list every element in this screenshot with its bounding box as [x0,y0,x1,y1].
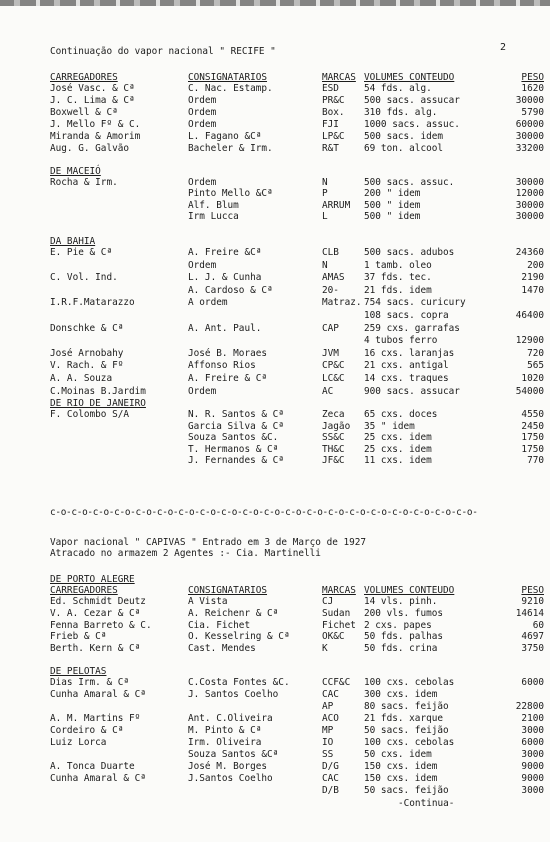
cell-consignatario: Ordem [188,95,217,106]
cell-peso: 1750 [521,443,544,455]
cell-consignatario: Ordem [188,119,217,130]
cell-volumes-conteudo: 150 cxs. idem [364,761,438,772]
cell-volumes-conteudo: 25 cxs. idem [364,432,432,443]
cell-marca: ARRUM [322,199,351,211]
cell-consignatario: O. Kesselring & Cª [188,631,290,643]
cell-volumes-conteudo: 21 fds. idem [364,284,432,296]
cell-volumes-conteudo: 14 vls. pinh. [364,596,438,607]
cell-volumes-conteudo: 1 tamb. oleo [364,259,432,271]
table-row [0,177,550,188]
cell-consignatario: L. J. & Cunha [188,272,262,284]
cell-peso: 6000 [521,737,544,748]
cell-peso: 3000 [521,785,544,796]
cell-volumes-conteudo: 900 sacs. assucar [364,385,460,397]
cell-consignatario: J. Fernandes & Cª [188,455,284,466]
cell-peso: 2190 [521,272,544,284]
cell-marca: N [322,259,328,271]
header-volumes-conteudo: VOLUMES CONTEUDO [364,585,455,596]
cell-carregador: Donschke & Cª [50,322,124,334]
cell-volumes-conteudo: 16 cxs. laranjas [364,347,455,359]
table-row [0,188,550,199]
cell-volumes-conteudo: 100 cxs. cebolas [364,737,455,748]
cell-consignatario: A ordem [188,297,228,309]
table-row [0,701,550,712]
table-row [0,761,550,772]
table-row [0,200,550,211]
cell-peso: 3000 [521,725,544,736]
cell-marca: CAP [322,322,339,334]
cell-peso: 30000 [515,131,544,142]
table-row [0,596,550,607]
cell-marca: Fichet [322,619,356,631]
cell-consignatario: J.Santos Coelho [188,773,273,784]
table-row [0,773,550,784]
table-row [0,131,550,142]
cell-carregador: Berth. Kern & Cª [50,643,141,655]
table-row [0,631,550,642]
table-row [0,725,550,736]
cell-carregador: C. Vol. Ind. [50,272,118,284]
table-row [0,83,550,94]
continua-note: -Continua- [398,798,455,809]
table-row [0,360,550,371]
cell-peso: 12900 [515,335,544,347]
cell-marca: CAC [322,773,339,784]
cell-peso: 3750 [521,643,544,655]
cell-consignatario: A. Ant. Paul. [188,322,262,334]
cell-carregador: A. A. Souza [50,373,113,384]
table-row [0,297,550,308]
cell-consignatario: Ordem [188,259,217,271]
cell-carregador: A. Tonca Duarte [50,761,135,772]
table-row [0,421,550,432]
cell-carregador: I.R.F.Matarazzo [50,297,135,309]
cell-peso: 1750 [521,432,544,443]
cell-volumes-conteudo: 500 " idem [364,210,421,222]
cell-carregador: Cunha Amaral & Cª [50,689,146,700]
cell-peso: 770 [527,455,544,466]
cell-peso: 9000 [521,761,544,772]
cell-peso: 4697 [521,631,544,643]
cell-carregador: Cordeiro & Cª [50,725,124,736]
cell-carregador: E. Pie & Cª [50,247,113,258]
cell-volumes-conteudo: 200 " idem [364,188,421,200]
cell-volumes-conteudo: 108 sacs. copra [364,310,449,321]
cell-marca: TH&C [322,443,345,455]
cell-volumes-conteudo: 500 " idem [364,199,421,211]
page-number: 2 [500,42,507,53]
section-bahia: DA BAHIA [50,236,96,247]
cell-volumes-conteudo: 200 vls. fumos [364,607,444,619]
cell-volumes-conteudo: 310 fds. alg. [364,107,438,118]
cell-marca: CJ [322,596,334,607]
cell-peso: 565 [527,360,544,372]
cell-carregador: Aug. G. Galvão [50,143,130,154]
cell-marca: L [322,210,328,222]
cell-marca: Sudan [322,607,351,619]
table-row [0,713,550,724]
cell-consignatario: Irm Lucca [188,210,239,222]
cell-consignatario: A. Freire & Cª [188,373,268,384]
cell-volumes-conteudo: 1000 sacs. assuc. [364,119,460,130]
scan-top-edge [0,0,550,6]
cell-peso: 9210 [521,596,544,607]
cell-consignatario: A. Freire &Cª [188,247,262,258]
cell-marca: R&T [322,143,339,154]
cell-carregador: Fenna Barreto & C. [50,619,152,631]
cell-volumes-conteudo: 300 cxs. idem [364,689,438,700]
cell-marca: CP&C [322,360,345,372]
cell-consignatario: Bacheler & Irm. [188,143,273,154]
cell-peso: 30000 [515,199,544,211]
section-rio-de-janeiro: DE RIO DE JANEIRO [50,398,146,409]
cell-consignatario: José M. Borges [188,761,268,772]
cell-consignatario: A Vista [188,596,228,607]
cell-marca: FJI [322,119,339,130]
cell-consignatario: Ordem [188,385,217,397]
cell-carregador: J. C. Lima & Cª [50,95,135,106]
cell-peso: 200 [527,259,544,271]
cell-consignatario: C. Nac. Estamp. [188,83,273,94]
cell-marca: CLB [322,247,339,258]
header-volumes-conteudo: VOLUMES CONTEUDO [364,72,455,83]
table-row [0,323,550,334]
cell-consignatario: T. Hermanos & Cª [188,443,279,455]
cell-volumes-conteudo: 500 sacs. assuc. [364,177,455,188]
cell-consignatario: M. Pinto & Cª [188,725,262,736]
cell-consignatario: C.Costa Fontes &C. [188,677,290,688]
cell-consignatario: Irm. Oliveira [188,737,262,748]
table-row [0,620,550,631]
header-marcas: MARCAS [322,585,356,596]
cell-consignatario: L. Fagano &Cª [188,131,262,142]
cell-volumes-conteudo: 500 sacs. idem [364,131,444,142]
cell-peso: 12000 [515,188,544,200]
table-row [0,737,550,748]
header-marcas: MARCAS [322,72,356,83]
cell-marca: 20- [322,284,339,296]
cell-marca: CAC [322,689,339,700]
cell-consignatario: José B. Moraes [188,347,268,359]
table-row [0,211,550,222]
header-consignatarios: CONSIGNATARIOS [188,72,268,83]
table-row [0,785,550,796]
cell-volumes-conteudo: 25 cxs. idem [364,443,432,455]
cell-marca: Zeca [322,409,345,420]
cell-marca: AC [322,385,334,397]
cell-consignatario: Cia. Fichet [188,619,251,631]
cell-peso: 5790 [521,107,544,118]
cell-marca: D/B [322,785,339,796]
cell-peso: 720 [527,347,544,359]
cell-volumes-conteudo: 100 cxs. cebolas [364,677,455,688]
cell-peso: 1470 [521,284,544,296]
table-row [0,409,550,420]
cell-marca: SS&C [322,432,345,443]
cell-consignatario: J. Santos Coelho [188,689,279,700]
cell-carregador: F. Colombo S/A [50,409,130,420]
vessel-line-2: Atracado no armazem 2 Agentes :- Cia. Martinelli [50,548,321,559]
cell-volumes-conteudo: 50 fds. palhas [364,631,444,643]
cell-peso: 9000 [521,773,544,784]
cell-marca: Matraz. [322,297,362,309]
cell-marca: ESD [322,83,339,94]
cell-volumes-conteudo: 65 cxs. doces [364,409,438,420]
cell-marca: N [322,177,328,188]
cell-marca: P [322,188,328,200]
cell-marca: LP&C [322,131,345,142]
cell-consignatario: Ordem [188,107,217,118]
cell-volumes-conteudo: 2 cxs. papes [364,619,432,631]
cell-marca: ACO [322,713,339,724]
table-header-2 [0,585,550,596]
cell-consignatario: Cast. Mendes [188,643,256,655]
table-row [0,432,550,443]
cell-marca: K [322,643,328,655]
cell-peso: 60 [532,619,544,631]
cell-carregador: José Vasc. & Cª [50,83,135,94]
cell-volumes-conteudo: 500 sacs. assucar [364,95,460,106]
cell-volumes-conteudo: 80 sacs. feijão [364,701,449,712]
cell-consignatario: A. Reichenr & Cª [188,607,279,619]
cell-volumes-conteudo: 35 " idem [364,420,415,432]
cell-peso: 3000 [521,749,544,760]
cell-peso: 46400 [515,310,544,321]
cell-carregador: Rocha & Irm. [50,177,118,188]
cell-marca: CCF&C [322,677,351,688]
cell-carregador: José Arnobahy [50,347,124,359]
table-row [0,444,550,455]
cell-volumes-conteudo: 37 fds. tec. [364,272,432,284]
table-row [0,310,550,321]
header-peso: PESO [521,72,544,83]
header-carregadores: CARREGADORES [50,72,118,83]
cell-peso: 24360 [515,247,544,258]
cell-volumes-conteudo: 50 fds. crina [364,643,438,655]
table-row [0,677,550,688]
cell-carregador: Cunha Amaral & Cª [50,773,146,784]
cell-peso: 4550 [521,409,544,420]
cell-marca: Jagão [322,420,351,432]
cell-consignatario: Affonso Rios [188,360,256,372]
cell-volumes-conteudo: 69 ton. alcool [364,143,444,154]
cell-carregador: Frieb & Cª [50,631,107,643]
cell-peso: 6000 [521,677,544,688]
cell-peso: 1020 [521,373,544,384]
table-row [0,95,550,106]
section-maceio: DE MACEIÓ [50,166,101,177]
cell-peso: 54000 [515,385,544,397]
cell-volumes-conteudo: 259 cxs. garrafas [364,322,460,334]
table-row [0,643,550,654]
section-pelotas: DE PELOTAS [50,666,107,677]
cell-consignatario: Souza Santos &Cª [188,749,279,760]
cell-carregador: Boxwell & Cª [50,107,118,118]
cell-consignatario: Garcia Silva & Cª [188,420,284,432]
cell-carregador: Luiz Lorca [50,737,107,748]
cell-marca: IO [322,737,334,748]
table-row [0,386,550,397]
cell-volumes-conteudo: 14 cxs. traques [364,373,449,384]
cell-marca: D/G [322,761,339,772]
cell-consignatario: Alf. Blum [188,199,239,211]
cell-peso: 60000 [515,119,544,130]
cell-carregador: Miranda & Amorim [50,131,141,142]
cell-volumes-conteudo: 754 sacs. curicury [364,297,466,309]
cell-carregador: Dias Irm. & Cª [50,677,130,688]
cell-peso: 33200 [515,143,544,154]
cell-peso: 30000 [515,95,544,106]
cell-volumes-conteudo: 500 sacs. adubos [364,247,455,258]
table-row [0,107,550,118]
cell-volumes-conteudo: 50 sacs. feijão [364,725,449,736]
cell-peso: 30000 [515,210,544,222]
cell-volumes-conteudo: 50 sacs. feijão [364,785,449,796]
cell-volumes-conteudo: 21 fds. xarque [364,713,444,724]
table-row [0,272,550,283]
vessel-line-1: Vapor nacional " CAPIVAS " Entrado em 3 de Março de 1927 [50,537,367,548]
table-row [0,247,550,258]
cell-consignatario: Ant. C.Oliveira [188,713,273,724]
cell-marca: AP [322,701,334,712]
cell-carregador: Ed. Schmidt Deutz [50,596,146,607]
cell-consignatario: Souza Santos &C. [188,432,279,443]
table-row [0,285,550,296]
cell-marca: LC&C [322,373,345,384]
cell-volumes-conteudo: 11 cxs. idem [364,455,432,466]
cell-marca: JF&C [322,455,345,466]
table-row [0,119,550,130]
header-consignatarios: CONSIGNATARIOS [188,585,268,596]
table-row [0,143,550,154]
cell-peso: 22800 [515,701,544,712]
cell-volumes-conteudo: 21 cxs. antigal [364,360,449,372]
table-row [0,373,550,384]
cell-marca: PR&C [322,95,345,106]
cell-marca: JVM [322,347,339,359]
header-carregadores: CARREGADORES [50,585,118,596]
cell-volumes-conteudo: 50 cxs. idem [364,749,432,760]
cell-carregador: J. Mello Fº & C. [50,119,141,130]
table-row [0,335,550,346]
cell-marca: Box. [322,107,345,118]
cell-peso: 14614 [515,607,544,619]
cell-peso: 30000 [515,177,544,188]
cell-carregador: C.Moinas B.Jardim [50,385,146,397]
cell-carregador: A. M. Martins Fº [50,713,141,724]
cell-consignatario: N. R. Santos & Cª [188,409,284,420]
cell-consignatario: A. Cardoso & Cª [188,284,273,296]
cell-peso: 2100 [521,713,544,724]
table-row [0,689,550,700]
cell-consignatario: Ordem [188,177,217,188]
header-peso: PESO [521,585,544,596]
section-porto-alegre: DE PORTO ALEGRE [50,574,135,585]
cell-marca: OK&C [322,631,345,643]
document-title: Continuação do vapor nacional " RECIFE " [50,46,276,57]
cell-peso: 2450 [521,420,544,432]
cell-volumes-conteudo: 54 fds. alg. [364,83,432,94]
cell-marca: AMAS [322,272,345,284]
cell-marca: MP [322,725,334,736]
cell-volumes-conteudo: 150 cxs. idem [364,773,438,784]
cell-volumes-conteudo: 4 tubos ferro [364,335,438,347]
cell-carregador: V. Rach. & Fº [50,360,124,372]
cell-marca: SS [322,749,334,760]
table-header [0,72,550,83]
cell-peso: 1620 [521,83,544,94]
table-row [0,348,550,359]
table-row [0,260,550,271]
cell-carregador: V. A. Cezar & Cª [50,607,141,619]
section-separator: c-o-c-o-c-o-c-o-c-o-c-o-c-o-c-o-c-o-c-o-c-o-c-o-c-o-c-o-c-o-c-o-c-o-c-o-c-o-c-o- [50,507,478,518]
table-row [0,608,550,619]
cell-consignatario: Pinto Mello &Cª [188,188,273,200]
table-row [0,749,550,760]
table-row [0,455,550,466]
